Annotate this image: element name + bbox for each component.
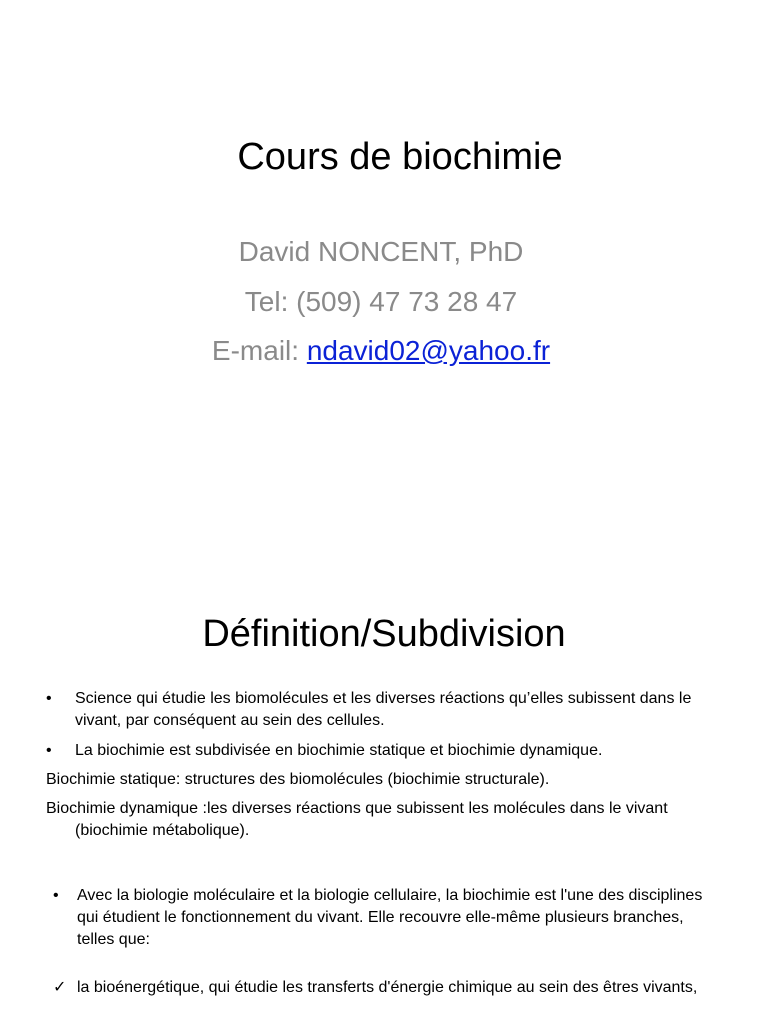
bullet-icon: • [46, 690, 52, 707]
email-label: E-mail: [211, 335, 307, 366]
course-title: Cours de biochimie [237, 136, 563, 178]
check-icon: ✓ [53, 979, 67, 996]
bullet-item-3: Avec la biologie moléculaire et la biologie cellulaire, la biochimie est l'une des disciplines qui étudient le fonctionnement du vivant. Elle recouvre elle-même plusieurs branches, telles que: [77, 887, 703, 948]
email-line [0, 333, 762, 369]
bullet-icon: • [53, 887, 59, 904]
section-title: Définition/Subdivision [202, 613, 566, 655]
static-definition: Biochimie statique: structures des biomolécules (biochimie structurale). [46, 771, 550, 788]
bullet-item-2: La biochimie est subdivisée en biochimie statique et biochimie dynamique. [75, 742, 603, 759]
telephone: Tel: (509) 47 73 28 47 [244, 286, 518, 317]
author-name: David NONCENT, PhD [238, 236, 524, 267]
bullet-icon: • [46, 742, 52, 759]
email-link[interactable]: ndavid02@yahoo.fr [306, 335, 551, 366]
bullet-item-1: Science qui étudie les biomolécules et les diverses réactions qu’elles subissent dans le vivant, par conséquent au sein des cellules. [75, 690, 692, 729]
dynamic-definition: Biochimie dynamique :les diverses réactions que subissent les molécules dans le vivant (biochimie métabolique). [46, 800, 668, 839]
check-item-1: la bioénergétique, qui étudie les transferts d'énergie chimique au sein des êtres vivants, [77, 979, 698, 996]
